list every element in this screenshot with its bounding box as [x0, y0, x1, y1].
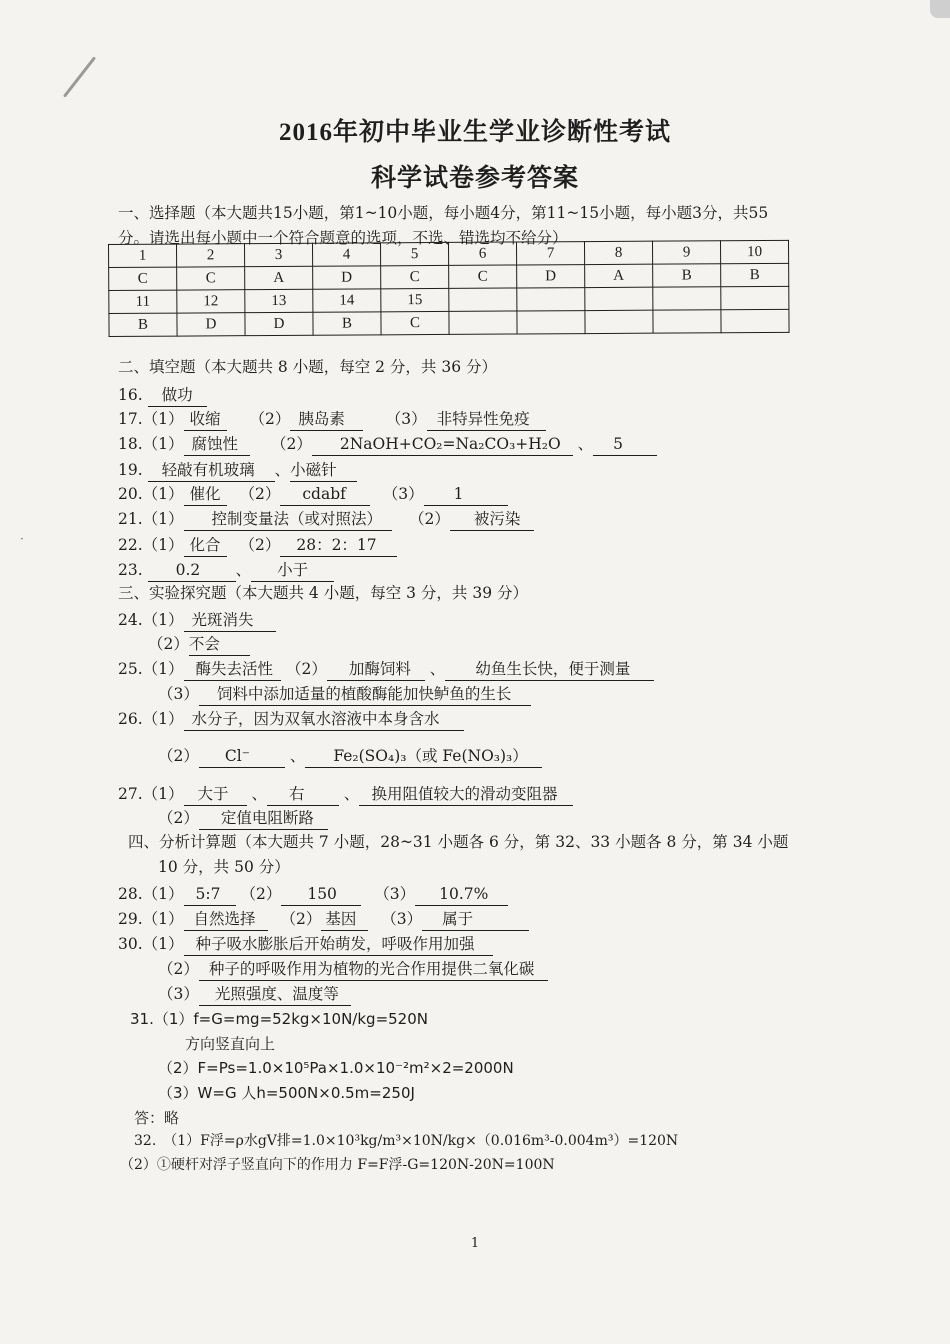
- answer-line-27-2: （2） 定值电阻断路: [158, 808, 328, 830]
- answer-blank: 大于: [184, 784, 247, 806]
- answer-blank: 右: [267, 784, 339, 806]
- table-cell: [517, 311, 585, 334]
- section4-heading: 四、分析计算题（本大题共 7 小题，28~31 小题各 6 分，第 32、33 小题各 8 分，第 34 小题: [128, 833, 789, 851]
- answer-blank: 基因: [321, 909, 368, 931]
- answer-line-24-1: 24.（1） 光斑消失: [118, 610, 276, 632]
- table-cell: 15: [381, 288, 449, 311]
- answer-blank: 换用阻值较大的滑动变阻器: [359, 784, 573, 806]
- answer-line-28: 28.（1） 5:7 （2） 150 （3） 10.7%: [118, 884, 508, 906]
- answer-blank: 属于: [422, 909, 529, 931]
- pen-mark: [63, 56, 96, 97]
- page-number: 1: [470, 1236, 480, 1251]
- table-cell: D: [177, 313, 245, 336]
- answer-blank: 被污染: [450, 509, 535, 531]
- answer-line-27-1: 27.（1） 大于 、 右 、 换用阻值较大的滑动变阻器: [118, 784, 573, 806]
- table-cell: [449, 288, 517, 311]
- answer-blank: 催化: [184, 484, 227, 506]
- table-cell: 11: [109, 290, 177, 313]
- answer-line-17: 17.（1） 收缩 （2） 胰岛素 （3） 非特异性免疫: [118, 409, 546, 431]
- answer-key-title: 科学试卷参考答案: [370, 165, 579, 192]
- table-cell: 9: [652, 241, 720, 264]
- table-cell: 8: [584, 241, 652, 264]
- answer-line-30-3: （3） 光照强度、温度等: [158, 984, 351, 1006]
- table-cell: [517, 288, 585, 311]
- answer-blank: 种子的呼吸作用为植物的光合作用提供二氧化碳: [199, 959, 549, 981]
- table-cell: [721, 286, 789, 309]
- table-cell: 6: [448, 242, 516, 265]
- answer-blank: 10.7%: [415, 884, 508, 906]
- answer-blank: 自然选择: [184, 909, 268, 931]
- answer-line-31-conclusion: 答：略: [134, 1109, 180, 1127]
- answer-line-19: 19. 轻敲有机玻璃 、小磁针: [118, 460, 357, 482]
- table-cell: C: [177, 267, 245, 290]
- answer-blank: 5:7: [184, 884, 236, 906]
- table-cell: 14: [313, 289, 381, 312]
- table-cell: C: [109, 267, 177, 290]
- table-cell: 12: [177, 290, 245, 313]
- answer-blank: 加酶饲料: [327, 659, 425, 681]
- answer-line-16: 16. 做功: [118, 385, 207, 407]
- table-cell: A: [245, 266, 313, 289]
- table-cell: [585, 310, 653, 333]
- exam-title: 2016年初中毕业生学业诊断性考试: [278, 119, 671, 146]
- answer-blank: 小于: [251, 560, 334, 582]
- answer-blank: 定值电阻断路: [199, 808, 328, 830]
- answer-blank: 5: [593, 434, 657, 456]
- answer-blank: Cl⁻: [199, 746, 285, 768]
- table-cell: 1: [109, 244, 177, 267]
- answer-blank: 酶失去活性: [184, 659, 282, 681]
- table-cell: 4: [312, 243, 380, 266]
- table-cell: [449, 311, 517, 334]
- table-cell: 5: [380, 242, 448, 265]
- section1-heading: 一、选择题（本大题共15小题，第1~10小题，每小题4分，第11~15小题，每小题3分，共55: [118, 204, 769, 222]
- answer-blank: 收缩: [184, 409, 227, 431]
- answer-line-23: 23. 0.2 、 小于: [118, 560, 334, 582]
- answer-line-31-2: （2）F=Ps=1.0×10⁵Pa×1.0×10⁻²m²×2=2000N: [158, 1059, 514, 1077]
- table-cell: D: [517, 265, 585, 288]
- answer-line-26-2: （2） Cl⁻ 、 Fe₂(SO₄)₃（或 Fe(NO₃)₃）: [158, 746, 542, 768]
- answer-blank: 饲料中添加适量的植酸酶能加快鲈鱼的生长: [199, 684, 532, 706]
- answer-blank: 2NaOH+CO₂=Na₂CO₃+H₂O: [312, 434, 573, 456]
- corner-shadow: [930, 0, 950, 18]
- answer-line-29: 29.（1） 自然选择 （2） 基因 （3） 属于: [118, 909, 529, 931]
- table-cell: 13: [245, 289, 313, 312]
- speck: ·: [20, 532, 24, 546]
- answer-blank: 控制变量法（或对照法）: [184, 509, 393, 531]
- table-cell: [721, 309, 789, 332]
- table-cell: B: [721, 263, 789, 286]
- table-cell: B: [109, 313, 177, 336]
- table-cell: D: [313, 266, 381, 289]
- section2-heading: 二、填空题（本大题共 8 小题，每空 2 分，共 36 分）: [118, 358, 498, 376]
- answer-blank: 小磁针: [290, 460, 357, 482]
- section4-points: 10 分，共 50 分）: [158, 858, 290, 876]
- table-cell: C: [449, 265, 517, 288]
- answer-blank: 轻敲有机玻璃: [148, 460, 275, 482]
- answer-blank: cdabf: [280, 484, 370, 506]
- choice-answer-table: [108, 240, 790, 337]
- answer-blank: 光斑消失: [184, 610, 276, 632]
- answer-blank: 150: [281, 884, 361, 906]
- table-cell: B: [653, 264, 721, 287]
- answer-line-31-direction: 方向竖直向上: [185, 1035, 276, 1053]
- answer-blank: 胰岛素: [290, 409, 363, 431]
- answer-blank: 水分子，因为双氧水溶液中本身含水: [184, 709, 464, 731]
- table-cell: C: [381, 311, 449, 334]
- answer-blank: 1: [424, 484, 508, 506]
- answer-blank: 做功: [148, 385, 207, 407]
- answer-blank: 非特异性免疫: [427, 409, 546, 431]
- section1-instructions: 分。请选出每小题中一个符合题意的选项，不选、错选均不给分）: [118, 229, 568, 247]
- answer-blank: 化合: [184, 535, 227, 557]
- answer-line-31-1: 31.（1）f=G=mg=52kg×10N/kg=520N: [130, 1010, 428, 1028]
- answer-line-30-2: （2） 种子的呼吸作用为植物的光合作用提供二氧化碳: [158, 959, 548, 981]
- answer-blank: 不会: [189, 634, 250, 656]
- answer-blank: 光照强度、温度等: [199, 984, 351, 1006]
- answer-line-26-1: 26.（1） 水分子，因为双氧水溶液中本身含水: [118, 709, 464, 731]
- answer-line-20: 20.（1） 催化 （2） cdabf （3） 1: [118, 484, 508, 506]
- table-cell: 10: [720, 240, 788, 263]
- table-cell: A: [585, 264, 653, 287]
- answer-blank: 腐蚀性: [184, 434, 251, 456]
- table-cell: 3: [245, 243, 313, 266]
- answer-blank: 幼鱼生长快，便于测量: [445, 659, 654, 681]
- table-cell: [653, 310, 721, 333]
- table-cell: 2: [177, 244, 245, 267]
- answer-line-30-1: 30.（1） 种子吸水膨胀后开始萌发，呼吸作用加强: [118, 934, 493, 956]
- table-row: [109, 309, 789, 336]
- answer-line-31-3: （3）W=G 人h=500N×0.5m=250J: [158, 1084, 415, 1102]
- answer-blank: 0.2: [148, 560, 236, 582]
- answer-line-22: 22.（1） 化合 （2） 28：2：17: [118, 535, 397, 557]
- answer-line-21: 21.（1） 控制变量法（或对照法） （2） 被污染: [118, 509, 534, 531]
- answer-line-25-1: 25.（1） 酶失去活性 （2） 加酶饲料 、 幼鱼生长快，便于测量: [118, 659, 654, 681]
- table-cell: [585, 287, 653, 310]
- answer-blank: Fe₂(SO₄)₃（或 Fe(NO₃)₃）: [305, 746, 541, 768]
- answer-blank: 种子吸水膨胀后开始萌发，呼吸作用加强: [184, 934, 493, 956]
- table-cell: D: [245, 312, 313, 335]
- table-cell: [653, 287, 721, 310]
- answer-line-18: 18.（1） 腐蚀性 （2） 2NaOH+CO₂=Na₂CO₃+H₂O 、 5: [118, 434, 657, 456]
- answer-line-24-2: （2）不会: [148, 634, 250, 656]
- table-cell: 7: [516, 242, 584, 265]
- answer-line-32-2: （2）①硬杆对浮子竖直向下的作用力 F=F浮-G=120N-20N=100N: [120, 1157, 555, 1173]
- table-cell: C: [381, 265, 449, 288]
- answer-blank: 28：2：17: [280, 535, 396, 557]
- table-cell: B: [313, 312, 381, 335]
- answer-line-32-1: 32. （1）F浮=ρ水gV排=1.0×10³kg/m³×10N/kg×（0.016m³-0.004m³）=120N: [134, 1133, 679, 1149]
- answer-line-25-3: （3） 饲料中添加适量的植酸酶能加快鲈鱼的生长: [158, 684, 531, 706]
- section3-heading: 三、实验探究题（本大题共 4 小题，每空 3 分，共 39 分）: [118, 584, 529, 602]
